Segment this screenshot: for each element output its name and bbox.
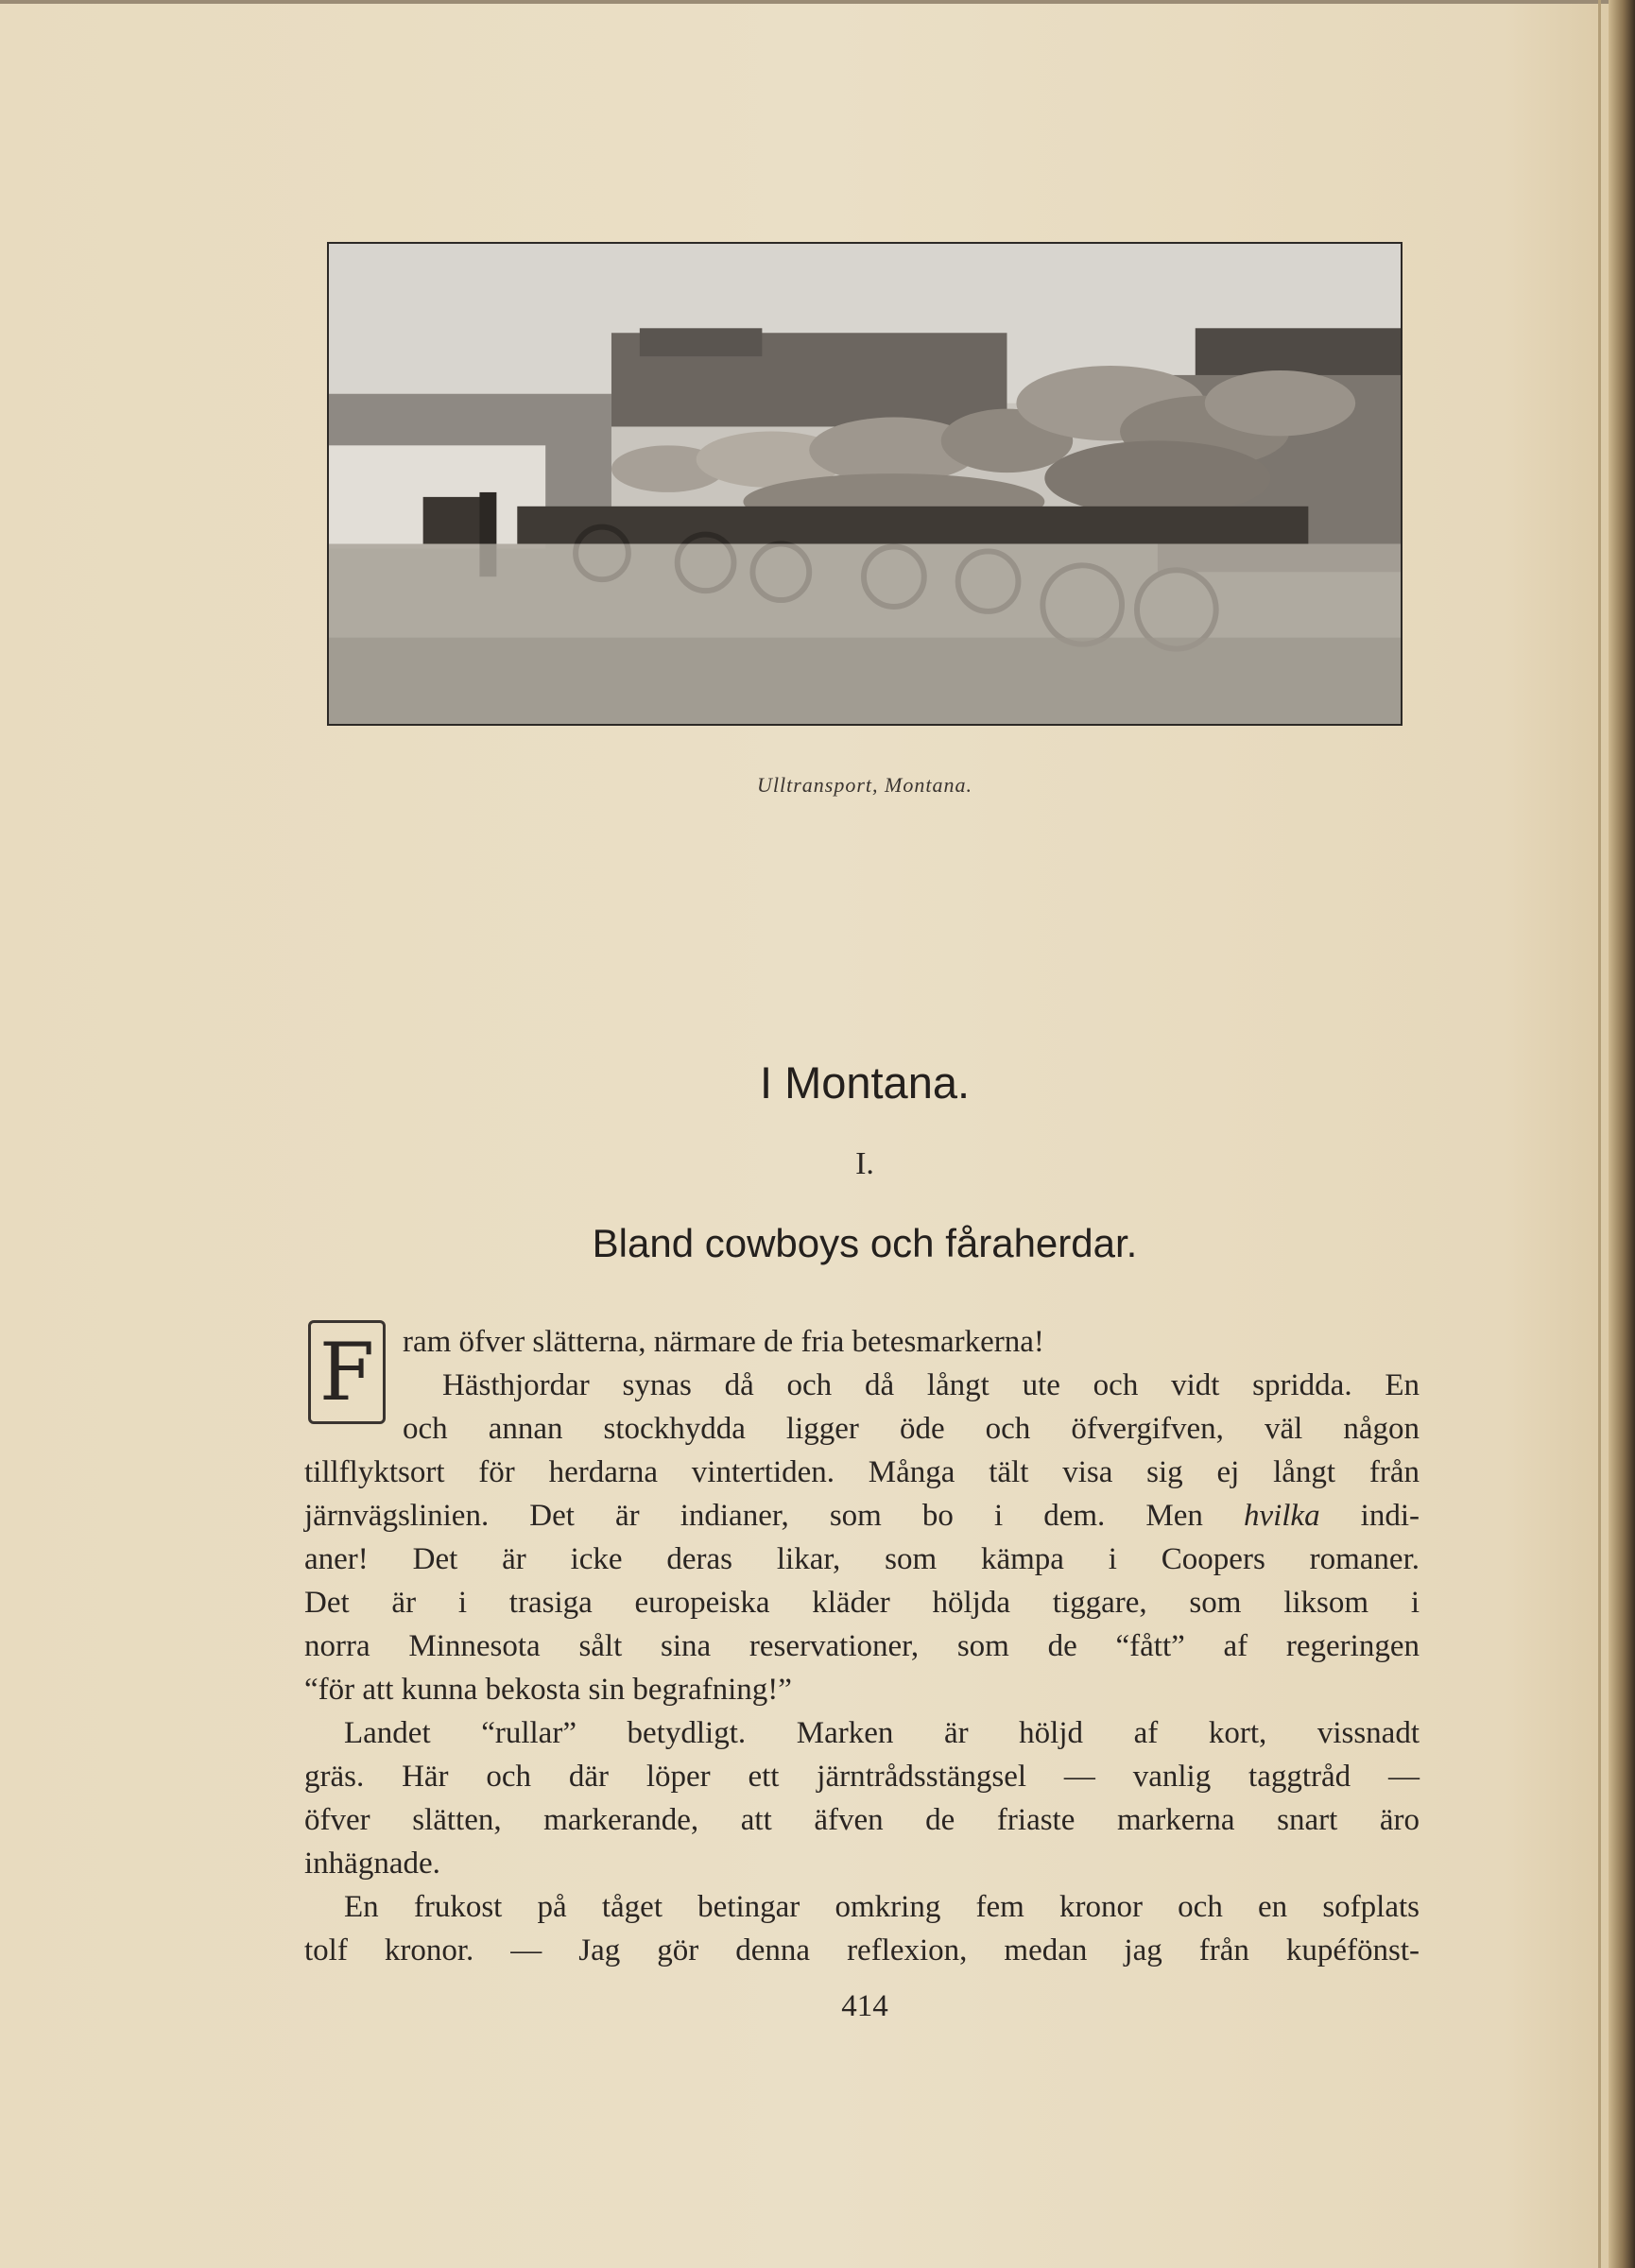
text-line: öfver slätten, markerande, att äfven de friaste markerna snart äro (304, 1803, 1420, 1837)
spine-shadow (1609, 0, 1635, 2268)
text-line: Det är i trasiga europeiska kläder höljda tiggare, som liksom i (304, 1586, 1420, 1620)
drop-cap: F (308, 1320, 386, 1424)
chapter-number: I. (855, 1146, 874, 1181)
spine-line (1598, 0, 1601, 2268)
text-line: Hästhjordar synas då och då långt ute och vidt spridda. En (442, 1368, 1420, 1402)
text-line: “för att kunna bekosta sin begrafning!” (304, 1673, 792, 1707)
photo-caption: Ulltransport, Montana. (757, 773, 972, 797)
text-line: norra Minnesota sålt sina reservationer, som de “fått” af regeringen (304, 1629, 1420, 1663)
section-title: Bland cowboys och fåraherdar. (592, 1221, 1138, 1265)
text-fragment: indi- (1360, 1499, 1420, 1533)
text-line: gräs. Här och där löper ett järntrådsstängsel — vanlig taggtråd — (304, 1760, 1420, 1794)
text-line: inhägnade. (304, 1847, 440, 1881)
page-top-edge (0, 0, 1635, 4)
text-line: och annan stockhydda ligger öde och öfvergifven, väl någon (403, 1412, 1420, 1446)
emphasized-word: hvilka (1243, 1499, 1320, 1533)
text-line: aner! Det är icke deras likar, som kämpa i Coopers romaner. (304, 1542, 1420, 1576)
photo-illustration (329, 244, 1401, 724)
text-line-with-emphasis (304, 1494, 1420, 1538)
text-line: En frukost på tåget betingar omkring fem kronor och en sofplats (344, 1890, 1420, 1924)
chapter-title: I Montana. (759, 1057, 971, 1108)
body-text (304, 1320, 1420, 1972)
text-line: tolf kronor. — Jag gör denna reflexion, medan jag från kupéfönst- (304, 1933, 1420, 1967)
text-line: tillflyktsort för herdarna vintertiden. Många tält visa sig ej långt från (304, 1455, 1420, 1489)
text-line: ram öfver slätterna, närmare de fria betesmarkerna! (403, 1325, 1044, 1359)
wool-transport-photo (327, 242, 1403, 726)
page-number: 414 (841, 1989, 888, 2023)
text-line: Landet “rullar” betydligt. Marken är höljd af kort, vissnadt (344, 1716, 1420, 1750)
text-fragment: järnvägslinien. Det är indianer, som bo i dem. Men (304, 1499, 1203, 1533)
